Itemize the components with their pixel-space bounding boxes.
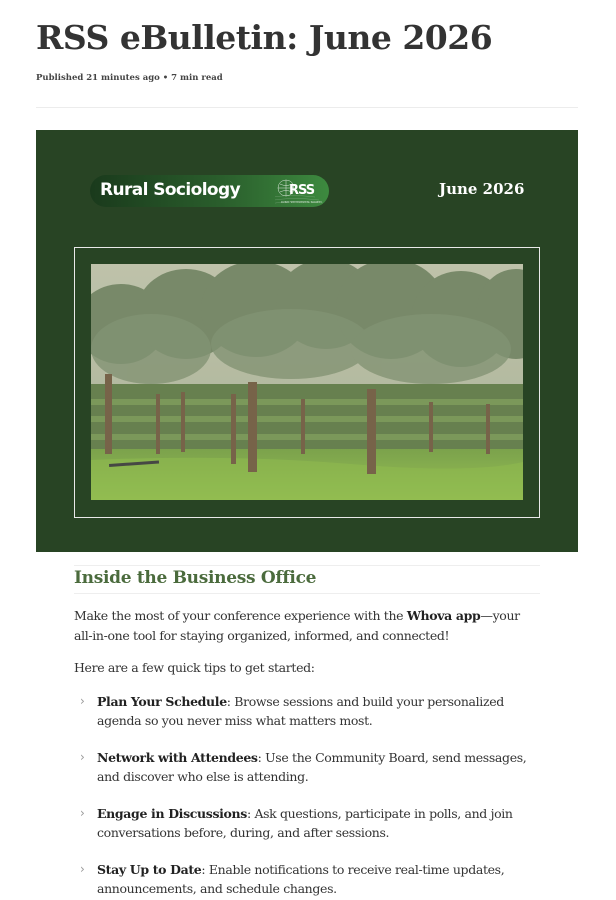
intro-text-start: Make the most of your conference experience with the: [74, 608, 407, 623]
logo-wordmark: Rural Sociology: [100, 180, 241, 200]
tip-title: Stay Up to Date: [97, 862, 202, 877]
section-rule: [74, 565, 540, 566]
intro-text-end: —your all-in-one tool for staying organized, informed, and connected!: [74, 608, 520, 643]
chevron-right-icon: ›: [80, 862, 85, 876]
issue-date: June 2026: [439, 180, 525, 198]
logo-subtext: RURAL SOCIOLOGICAL SOCIETY: [281, 201, 322, 204]
farm-field-photo: [91, 264, 523, 500]
photo-frame: [74, 247, 540, 518]
list-item: [74, 860, 540, 898]
chevron-right-icon: ›: [80, 806, 85, 820]
title-divider: [36, 107, 578, 108]
main-content: [74, 565, 540, 900]
tip-text: : Browse sessions and build your personalized agenda so you never miss what matters most.: [97, 694, 504, 728]
rural-sociology-logo: [90, 175, 329, 207]
tips-lead: Here are a few quick tips to get started:: [74, 660, 315, 675]
tip-title: Engage in Discussions: [97, 806, 247, 821]
tip-title: Network with Attendees: [97, 750, 258, 765]
tip-title: Plan Your Schedule: [97, 694, 227, 709]
article-meta: Published 21 minutes ago • 7 min read: [36, 73, 223, 83]
section-heading: Inside the Business Office: [74, 568, 317, 588]
list-item: [74, 748, 540, 786]
article-title: RSS eBulletin: June 2026: [36, 18, 493, 57]
chevron-right-icon: ›: [80, 750, 85, 764]
rss-emblem-icon: [275, 175, 325, 207]
section-rule: [74, 593, 540, 594]
list-item: [74, 692, 540, 730]
list-item: [74, 804, 540, 842]
tips-list: [74, 692, 540, 898]
logo-mark-text: RSS: [289, 183, 315, 198]
chevron-right-icon: ›: [80, 694, 85, 708]
tip-text: : Use the Community Board, send messages, and discover who else is attending.: [97, 750, 527, 784]
tip-text: : Ask questions, participate in polls, and join conversations before, during, and after sessions.: [97, 806, 513, 840]
intro-paragraph: [74, 606, 540, 646]
whova-app-mention: Whova app: [406, 608, 481, 623]
tip-text: : Enable notifications to receive real-time updates, announcements, and schedule changes.: [97, 862, 505, 896]
bulletin-header-banner: [36, 130, 578, 552]
